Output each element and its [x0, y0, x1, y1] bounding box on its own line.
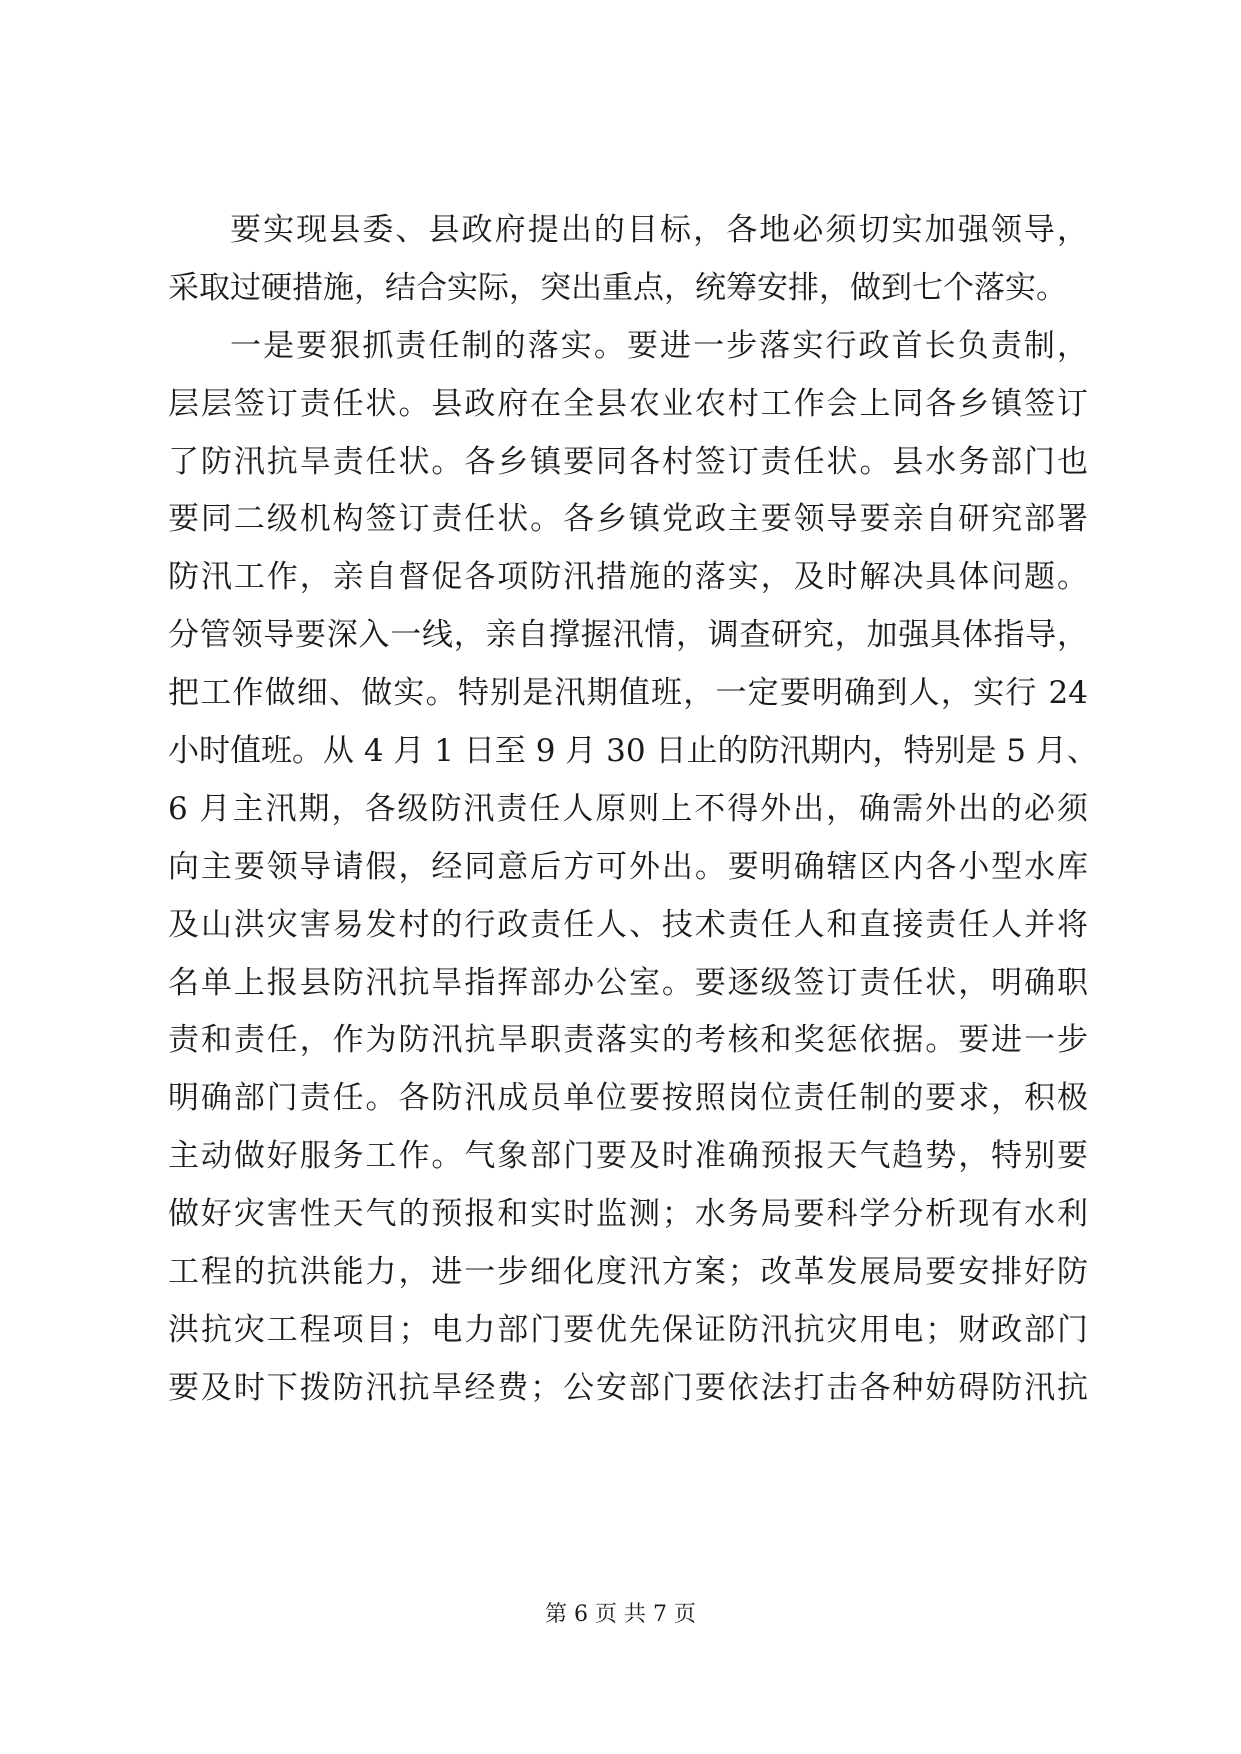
page-footer: 第 6 页 共 7 页: [545, 1602, 696, 1627]
text-line: 及山洪灾害易发村的行政责任人、技术责任人和直接责任人并将: [168, 906, 1088, 943]
text-line: 要实现县委、县政府提出的目标，各地必须切实加强领导，: [230, 212, 1088, 248]
text-line: 层层签订责任状。县政府在全县农业农村工作会上同各乡镇签订: [168, 385, 1088, 422]
text-line: 向主要领导请假，经同意后方可外出。要明确辖区内各小型水库: [168, 848, 1088, 885]
text-line: 要及时下拨防汛抗旱经费；公安部门要依法打击各种妨碍防汛抗: [168, 1369, 1088, 1406]
text-line: 明确部门责任。各防汛成员单位要按照岗位责任制的要求，积极: [168, 1080, 1088, 1117]
text-line: 做好灾害性天气的预报和实时监测；水务局要科学分析现有水利: [168, 1196, 1088, 1233]
text-line: 工程的抗洪能力，进一步细化度汛方案；改革发展局要安排好防: [168, 1254, 1088, 1291]
text-line: 责和责任，作为防汛抗旱职责落实的考核和奖惩依据。要进一步: [168, 1022, 1088, 1059]
text-line: 名单上报县防汛抗旱指挥部办公室。要逐级签订责任状，明确职: [168, 964, 1088, 1001]
text-line: 主动做好服务工作。气象部门要及时准确预报天气趋势，特别要: [168, 1138, 1088, 1175]
text-line: 一是要狠抓责任制的落实。要进一步落实行政首长负责制，: [230, 327, 1088, 364]
text-line: 分管领导要深入一线，亲自撑握汛情，调查研究，加强具体指导，: [168, 617, 1088, 654]
text-line: 了防汛抗旱责任状。各乡镇要同各村签订责任状。县水务部门也: [168, 443, 1088, 480]
text-line: 采取过硬措施，结合实际，突出重点，统筹安排，做到七个落实。: [168, 269, 1067, 306]
text-line: 洪抗灾工程项目；电力部门要优先保证防汛抗灾用电；财政部门: [168, 1311, 1088, 1348]
text-line: 把工作做细、做实。特别是汛期值班，一定要明确到人，实行 24: [168, 675, 1088, 712]
text-line: 防汛工作，亲自督促各项防汛措施的落实，及时解决具体问题。: [168, 559, 1088, 596]
text-line: 要同二级机构签订责任状。各乡镇党政主要领导要亲自研究部署: [168, 501, 1088, 538]
body-text: [168, 202, 1098, 1418]
text-line: 6 月主汛期，各级防汛责任人原则上不得外出，确需外出的必须: [168, 790, 1088, 827]
text-line: 小时值班。从 4 月 1 日至 9 月 30 日止的防汛期内，特别是 5 月、: [168, 733, 1098, 770]
